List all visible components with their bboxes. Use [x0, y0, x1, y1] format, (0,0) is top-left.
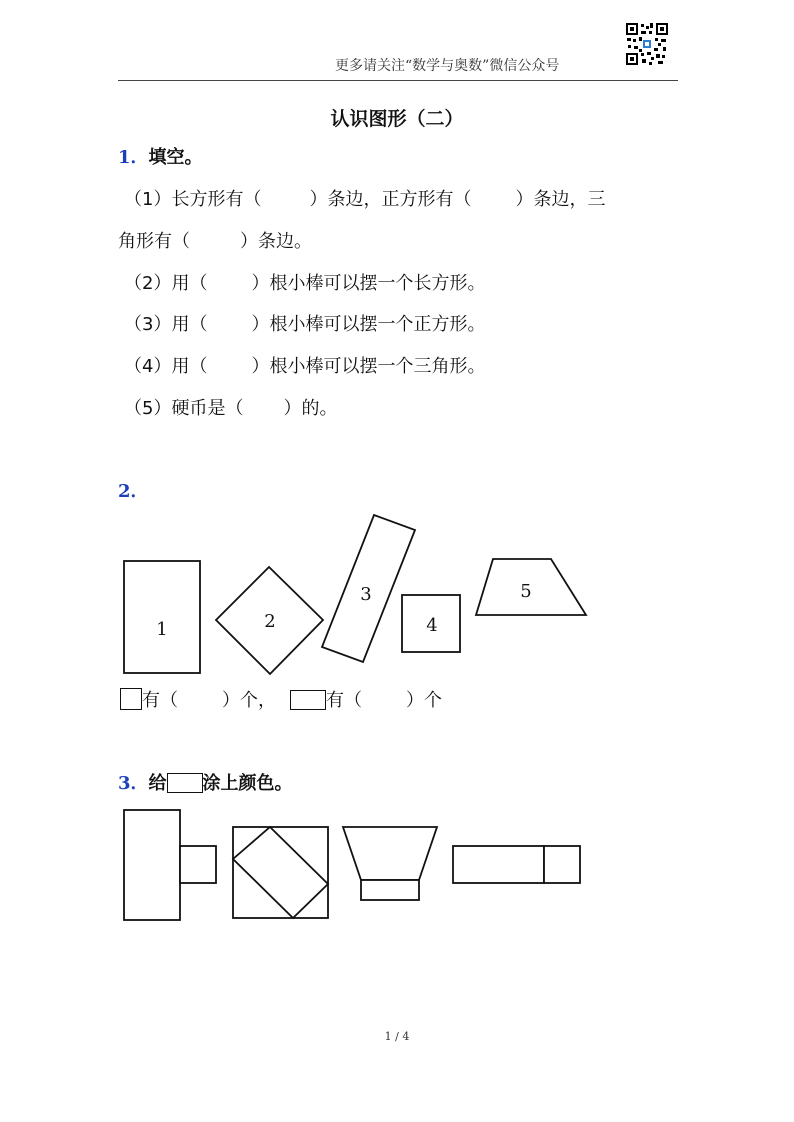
- fig-c-trapezoid[interactable]: [343, 827, 437, 880]
- q1-item-3: [124, 313, 485, 337]
- q1-item-1-text-c: ）条边，三: [515, 189, 606, 210]
- q1-item-4-text-b: ）根小棒可以摆一个三角形。: [251, 356, 486, 377]
- rectangle-symbol: [290, 690, 326, 710]
- q3-text-b: 涂上颜色。: [202, 773, 293, 794]
- fig-d-small-rectangle[interactable]: [544, 846, 580, 883]
- shape-1-label: 1: [156, 619, 168, 640]
- q3-number: 3．: [118, 773, 149, 794]
- q1-item-2-text-a: （2）用（: [124, 273, 208, 294]
- square-symbol: [120, 688, 142, 710]
- q1-item-3-text-a: （3）用（: [124, 314, 208, 335]
- q1-item-4: [124, 355, 485, 379]
- q1-item-2: [124, 272, 485, 296]
- q1-item-1-text-a: （1）长方形有（: [124, 189, 262, 210]
- header-note: 更多请关注“数学与奥数”微信公众号: [335, 58, 560, 74]
- q2-answer-text-c: 有（: [326, 690, 362, 711]
- q1-item-5-text-a: （5）硬币是（: [124, 398, 244, 419]
- shape-2-label: 2: [264, 611, 276, 632]
- shape-4-label: 4: [426, 615, 438, 636]
- fig-a-tall-rectangle[interactable]: [124, 810, 180, 920]
- q1-item-1-text-b: ）条边，正方形有（: [309, 189, 472, 210]
- q1-item-3-text-b: ）根小棒可以摆一个正方形。: [251, 314, 486, 335]
- q2-answer-line: [120, 688, 442, 713]
- q2-answer-text-d: ）个: [406, 690, 442, 711]
- page-number: 1 / 4: [384, 1030, 410, 1043]
- qr-code-icon: [625, 22, 669, 66]
- q1-item-4-text-a: （4）用（: [124, 356, 208, 377]
- rectangle-symbol: [167, 773, 203, 793]
- q1-item-5-text-b: ）的。: [283, 398, 338, 419]
- q2-answer-text-b: ）个，: [222, 690, 276, 711]
- fig-d-long-rectangle[interactable]: [453, 846, 544, 883]
- q1-title: 填空。: [148, 147, 203, 168]
- q2-answer-text-a: 有（: [142, 690, 178, 711]
- q3-heading: [118, 772, 293, 796]
- shape-3-label: 3: [360, 584, 372, 605]
- q3-text-a: 给: [148, 773, 167, 794]
- q2-shapes-figure: [110, 505, 600, 685]
- header-divider: [118, 80, 678, 81]
- fig-c-rectangle[interactable]: [361, 880, 419, 900]
- q1-item-1-text-d: 角形有（: [118, 231, 190, 252]
- q2-heading: [118, 480, 149, 504]
- q1-item-1-line1: [124, 188, 605, 212]
- q1-number: 1．: [118, 147, 149, 168]
- shape-5-label: 5: [520, 581, 532, 602]
- q1-heading: [118, 146, 203, 170]
- q1-item-5: [124, 397, 337, 421]
- q1-item-2-text-b: ）根小棒可以摆一个长方形。: [251, 273, 486, 294]
- q1-item-1-line2: [118, 230, 312, 254]
- fig-a-small-square[interactable]: [180, 846, 216, 883]
- q1-item-1-text-e: ）条边。: [240, 231, 312, 252]
- page-title: 认识图形（二）: [330, 108, 464, 130]
- q2-number: 2．: [118, 481, 149, 502]
- shape-1-rectangle: [124, 561, 200, 673]
- q3-shapes-figure: [110, 800, 590, 930]
